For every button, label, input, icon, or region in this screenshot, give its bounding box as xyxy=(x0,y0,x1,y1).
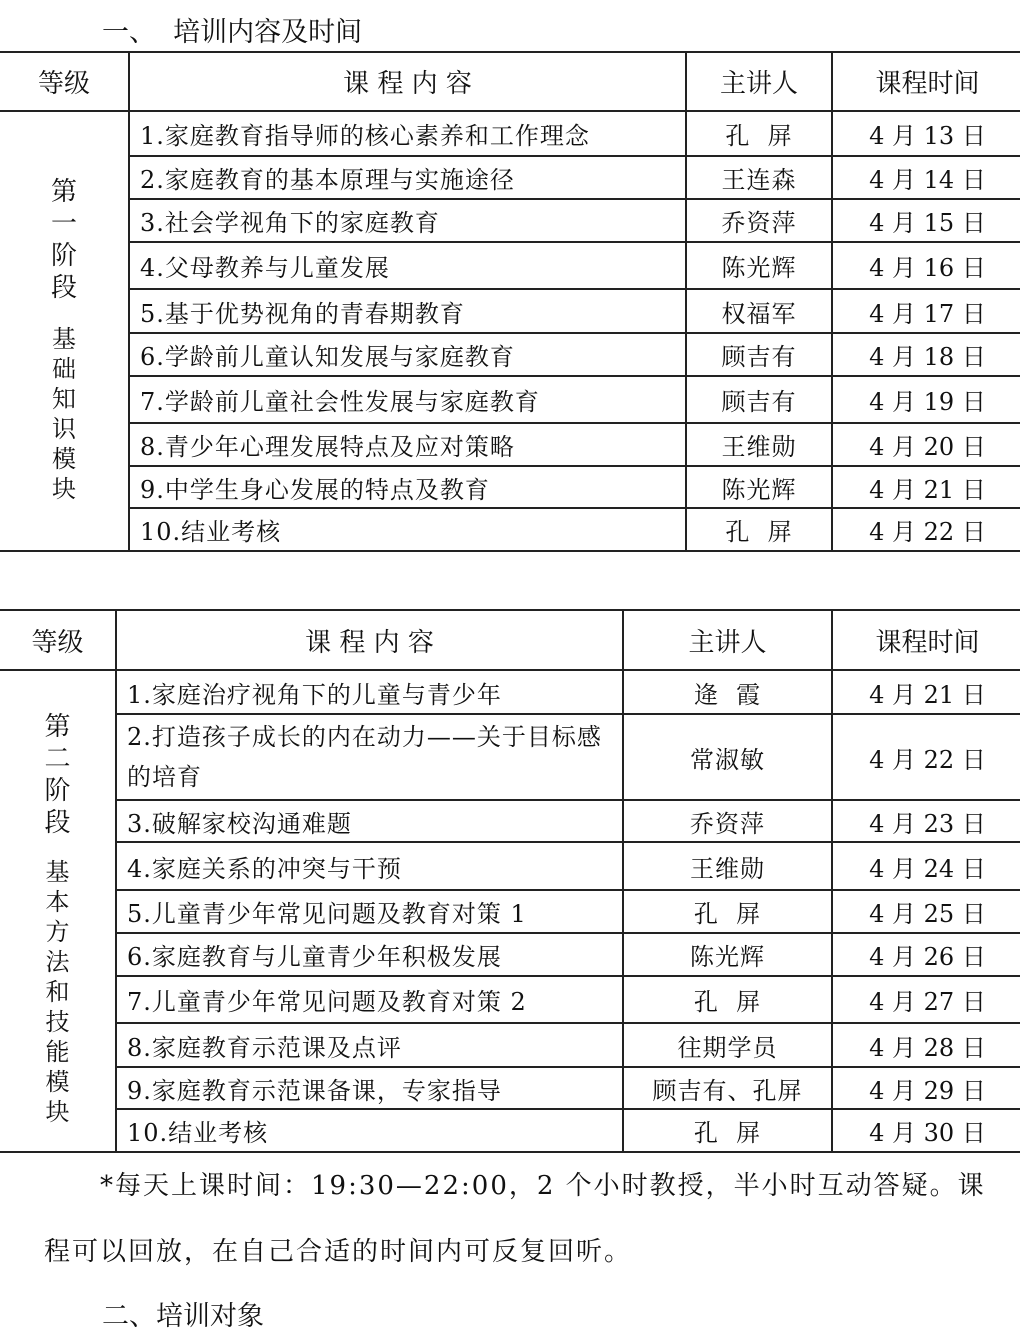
table-row xyxy=(0,376,1020,423)
table-row xyxy=(0,1067,1020,1109)
course-content: 9.家庭教育示范课备课，专家指导 xyxy=(116,1067,623,1109)
stage2-schedule-table xyxy=(0,609,1020,1153)
table-row xyxy=(0,508,1020,551)
table-row xyxy=(0,714,1020,800)
table-row xyxy=(0,333,1020,376)
schedule-note-line-1: *每天上课时间：19:30—22:00，2 个小时教授，半小时互动答疑。课 xyxy=(100,1171,986,1201)
speaker-header: 主讲人 xyxy=(623,610,832,670)
table-row xyxy=(0,111,1020,156)
table-row xyxy=(0,289,1020,333)
course-speaker: 孔 屏 xyxy=(686,111,832,156)
section-1-title: 一、 培训内容及时间 xyxy=(102,17,363,48)
course-speaker: 权福军 xyxy=(686,289,832,333)
course-date: 4 月 22 日 xyxy=(832,714,1020,800)
course-date: 4 月 23 日 xyxy=(832,800,1020,842)
grade-header: 等级 xyxy=(0,52,129,111)
course-speaker: 王连森 xyxy=(686,156,832,199)
course-content: 5.儿童青少年常见问题及教育对策 1 xyxy=(116,890,623,933)
course-content: 5.基于优势视角的青春期教育 xyxy=(129,289,686,333)
stage1-grade-subtitle: 基础知识模块 xyxy=(52,325,76,503)
course-date: 4 月 30 日 xyxy=(832,1109,1020,1152)
course-date: 4 月 28 日 xyxy=(832,1023,1020,1067)
course-content: 2.打造孩子成长的内在动力——关于目标感的培育 xyxy=(116,714,623,800)
course-date: 4 月 15 日 xyxy=(832,199,1020,242)
course-content: 3.社会学视角下的家庭教育 xyxy=(129,199,686,242)
course-date: 4 月 14 日 xyxy=(832,156,1020,199)
course-date: 4 月 16 日 xyxy=(832,242,1020,289)
course-date: 4 月 18 日 xyxy=(832,333,1020,376)
course-content: 8.青少年心理发展特点及应对策略 xyxy=(129,423,686,466)
table-header-row xyxy=(0,610,1020,670)
content-header: 课 程 内 容 xyxy=(129,52,686,111)
table-row xyxy=(0,156,1020,199)
time-header: 课程时间 xyxy=(832,610,1020,670)
table-row xyxy=(0,976,1020,1023)
course-speaker: 陈光辉 xyxy=(623,933,832,976)
course-date: 4 月 20 日 xyxy=(832,423,1020,466)
course-speaker: 孔 屏 xyxy=(623,1109,832,1152)
course-speaker: 孔 屏 xyxy=(623,976,832,1023)
section-2-title: 二、培训对象 xyxy=(102,1301,264,1332)
course-content: 4.家庭关系的冲突与干预 xyxy=(116,842,623,890)
stage2-grade-cell xyxy=(0,670,116,1152)
course-date: 4 月 22 日 xyxy=(832,508,1020,551)
time-header: 课程时间 xyxy=(832,52,1020,111)
table-row xyxy=(0,842,1020,890)
table-row xyxy=(0,1109,1020,1152)
course-date: 4 月 17 日 xyxy=(832,289,1020,333)
course-content: 3.破解家校沟通难题 xyxy=(116,800,623,842)
course-content: 7.学龄前儿童社会性发展与家庭教育 xyxy=(129,376,686,423)
table-row xyxy=(0,466,1020,508)
stage2-grade-subtitle: 基本方法和技能模块 xyxy=(45,858,70,1126)
schedule-note-line-2: 程可以回放，在自己合适的时间内可反复回听。 xyxy=(44,1237,633,1267)
course-content: 1.家庭治疗视角下的儿童与青少年 xyxy=(116,670,623,714)
course-date: 4 月 26 日 xyxy=(832,933,1020,976)
speaker-header: 主讲人 xyxy=(686,52,832,111)
course-speaker: 顾吉有 xyxy=(686,333,832,376)
course-content: 10.结业考核 xyxy=(116,1109,623,1152)
course-date: 4 月 19 日 xyxy=(832,376,1020,423)
table-header-row xyxy=(0,52,1020,111)
course-speaker: 王维勋 xyxy=(686,423,832,466)
table-row xyxy=(0,242,1020,289)
course-content: 2.家庭教育的基本原理与实施途径 xyxy=(129,156,686,199)
course-content: 9.中学生身心发展的特点及教育 xyxy=(129,466,686,508)
course-speaker: 逄 霞 xyxy=(623,670,832,714)
stage1-grade-cell xyxy=(0,111,129,551)
table-row xyxy=(0,933,1020,976)
course-content: 6.学龄前儿童认知发展与家庭教育 xyxy=(129,333,686,376)
stage1-grade-title: 第一阶段 xyxy=(50,177,77,303)
table-row xyxy=(0,423,1020,466)
course-content: 7.儿童青少年常见问题及教育对策 2 xyxy=(116,976,623,1023)
course-date: 4 月 25 日 xyxy=(832,890,1020,933)
course-date: 4 月 29 日 xyxy=(832,1067,1020,1109)
course-speaker: 孔 屏 xyxy=(686,508,832,551)
course-speaker: 常淑敏 xyxy=(623,714,832,800)
course-speaker: 陈光辉 xyxy=(686,466,832,508)
course-speaker: 乔资萍 xyxy=(686,199,832,242)
table-row xyxy=(0,800,1020,842)
table-row xyxy=(0,890,1020,933)
table-row xyxy=(0,199,1020,242)
stage1-schedule-table xyxy=(0,51,1020,552)
course-speaker: 顾吉有、孔屏 xyxy=(623,1067,832,1109)
course-speaker: 孔 屏 xyxy=(623,890,832,933)
course-date: 4 月 13 日 xyxy=(832,111,1020,156)
course-content: 6.家庭教育与儿童青少年积极发展 xyxy=(116,933,623,976)
course-speaker: 陈光辉 xyxy=(686,242,832,289)
course-date: 4 月 21 日 xyxy=(832,466,1020,508)
content-header: 课 程 内 容 xyxy=(116,610,623,670)
course-date: 4 月 27 日 xyxy=(832,976,1020,1023)
course-content: 1.家庭教育指导师的核心素养和工作理念 xyxy=(129,111,686,156)
course-content: 4.父母教养与儿童发展 xyxy=(129,242,686,289)
stage2-grade-title: 第二阶段 xyxy=(44,712,71,838)
course-speaker: 往期学员 xyxy=(623,1023,832,1067)
course-content: 10.结业考核 xyxy=(129,508,686,551)
course-date: 4 月 21 日 xyxy=(832,670,1020,714)
course-content: 8.家庭教育示范课及点评 xyxy=(116,1023,623,1067)
course-speaker: 顾吉有 xyxy=(686,376,832,423)
table-row xyxy=(0,670,1020,714)
grade-header: 等级 xyxy=(0,610,116,670)
course-speaker: 乔资萍 xyxy=(623,800,832,842)
course-date: 4 月 24 日 xyxy=(832,842,1020,890)
course-speaker: 王维勋 xyxy=(623,842,832,890)
table-row xyxy=(0,1023,1020,1067)
